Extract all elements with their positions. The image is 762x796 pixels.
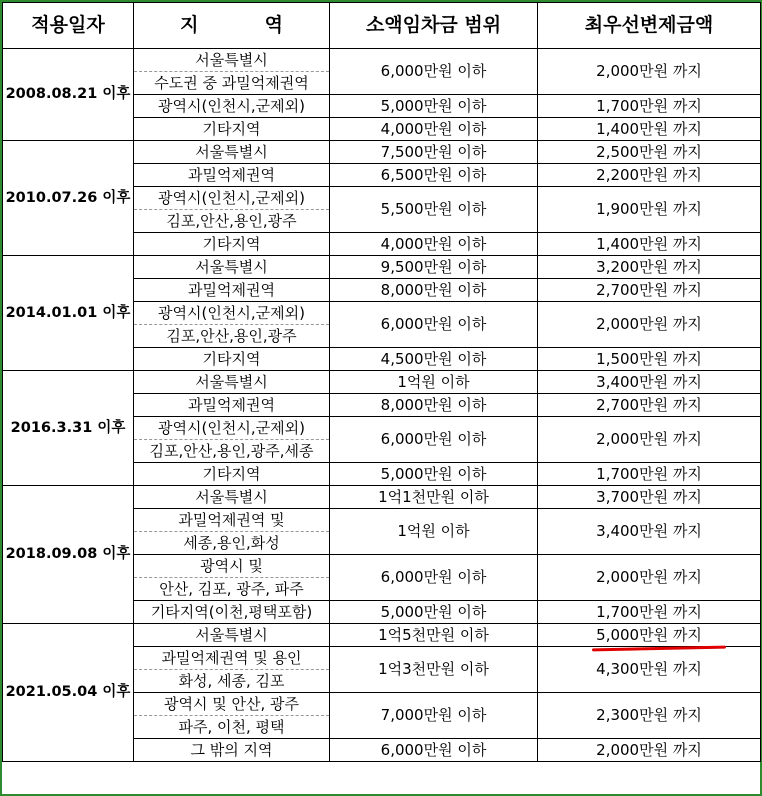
header-region: 지 역 xyxy=(134,3,330,49)
table-body xyxy=(3,49,761,762)
deposit-range-cell: 1억원 이하 xyxy=(330,509,538,555)
region-cell: 화성, 세종, 김포 xyxy=(134,670,330,693)
deposit-range-cell: 5,000만원 이하 xyxy=(330,95,538,118)
priority-repayment-cell: 2,000만원 까지 xyxy=(538,555,761,601)
deposit-range-cell: 4,500만원 이하 xyxy=(330,348,538,371)
priority-repayment-cell: 1,400만원 까지 xyxy=(538,118,761,141)
deposit-range-cell: 6,500만원 이하 xyxy=(330,164,538,187)
table-row xyxy=(3,371,761,394)
deposit-range-cell: 1억1천만원 이하 xyxy=(330,486,538,509)
priority-repayment-cell: 4,300만원 까지 xyxy=(538,647,761,693)
region-cell: 김포,안산,용인,광주,세종 xyxy=(134,440,330,463)
region-cell: 과밀억제권역 xyxy=(134,394,330,417)
region-cell: 과밀억제권역 및 xyxy=(134,509,330,532)
header-row xyxy=(3,3,761,49)
region-cell: 과밀억제권역 xyxy=(134,164,330,187)
region-cell: 과밀억제권역 및 용인 xyxy=(134,647,330,670)
priority-repayment-cell: 2,000만원 까지 xyxy=(538,417,761,463)
effective-date-cell: 2016.3.31 이후 xyxy=(3,371,134,486)
priority-repayment-cell: 2,000만원 까지 xyxy=(538,302,761,348)
deposit-range-cell: 7,500만원 이하 xyxy=(330,141,538,164)
region-cell: 수도권 중 과밀억제권역 xyxy=(134,72,330,95)
deposit-range-cell: 4,000만원 이하 xyxy=(330,118,538,141)
region-cell: 서울특별시 xyxy=(134,486,330,509)
region-cell: 광역시(인천시,군제외) xyxy=(134,95,330,118)
priority-repayment-cell: 2,300만원 까지 xyxy=(538,693,761,739)
effective-date-cell: 2010.07.26 이후 xyxy=(3,141,134,256)
region-cell: 안산, 김포, 광주, 파주 xyxy=(134,578,330,601)
region-cell: 세종,용인,화성 xyxy=(134,532,330,555)
deposit-range-cell: 9,500만원 이하 xyxy=(330,256,538,279)
priority-repayment-cell: 2,000만원 까지 xyxy=(538,739,761,762)
effective-date-cell: 2014.01.01 이후 xyxy=(3,256,134,371)
deposit-range-cell: 5,000만원 이하 xyxy=(330,601,538,624)
deposit-range-cell: 6,000만원 이하 xyxy=(330,739,538,762)
table-row xyxy=(3,256,761,279)
table-row xyxy=(3,624,761,647)
region-cell: 광역시 및 안산, 광주 xyxy=(134,693,330,716)
priority-repayment-cell: 3,400만원 까지 xyxy=(538,371,761,394)
priority-repayment-cell: 2,500만원 까지 xyxy=(538,141,761,164)
header-deposit-range: 소액임차금 범위 xyxy=(330,3,538,49)
region-cell: 파주, 이천, 평택 xyxy=(134,716,330,739)
header-priority-repayment: 최우선변제금액 xyxy=(538,3,761,49)
region-cell: 김포,안산,용인,광주 xyxy=(134,210,330,233)
table-row xyxy=(3,486,761,509)
priority-repayment-cell: 3,700만원 까지 xyxy=(538,486,761,509)
priority-repayment-cell: 1,500만원 까지 xyxy=(538,348,761,371)
table-row xyxy=(3,49,761,72)
priority-repayment-cell: 1,900만원 까지 xyxy=(538,187,761,233)
region-cell: 광역시(인천시,군제외) xyxy=(134,302,330,325)
priority-repayment-cell: 1,400만원 까지 xyxy=(538,233,761,256)
deposit-range-cell: 1억3천만원 이하 xyxy=(330,647,538,693)
priority-repayment-cell: 2,200만원 까지 xyxy=(538,164,761,187)
priority-repayment-cell: 2,700만원 까지 xyxy=(538,279,761,302)
region-cell: 기타지역 xyxy=(134,463,330,486)
deposit-range-cell: 6,000만원 이하 xyxy=(330,417,538,463)
effective-date-cell: 2021.05.04 이후 xyxy=(3,624,134,762)
deposit-range-cell: 8,000만원 이하 xyxy=(330,394,538,417)
region-cell: 광역시(인천시,군제외) xyxy=(134,417,330,440)
priority-repayment-cell: 1,700만원 까지 xyxy=(538,95,761,118)
region-cell: 기타지역 xyxy=(134,118,330,141)
deposit-range-cell: 5,500만원 이하 xyxy=(330,187,538,233)
region-cell: 김포,안산,용인,광주 xyxy=(134,325,330,348)
priority-repayment-cell: 2,700만원 까지 xyxy=(538,394,761,417)
deposit-range-cell: 8,000만원 이하 xyxy=(330,279,538,302)
priority-repayment-cell: 2,000만원 까지 xyxy=(538,49,761,95)
deposit-range-cell: 6,000만원 이하 xyxy=(330,302,538,348)
deposit-range-cell: 5,000만원 이하 xyxy=(330,463,538,486)
header-date: 적용일자 xyxy=(3,3,134,49)
region-cell: 기타지역 xyxy=(134,233,330,256)
deposit-range-cell: 1억원 이하 xyxy=(330,371,538,394)
priority-repayment-cell: 1,700만원 까지 xyxy=(538,463,761,486)
region-cell: 서울특별시 xyxy=(134,624,330,647)
deposit-range-cell: 6,000만원 이하 xyxy=(330,555,538,601)
region-cell: 서울특별시 xyxy=(134,49,330,72)
region-cell: 과밀억제권역 xyxy=(134,279,330,302)
region-cell: 광역시(인천시,군제외) xyxy=(134,187,330,210)
region-cell: 서울특별시 xyxy=(134,141,330,164)
priority-repayment-cell: 3,400만원 까지 xyxy=(538,509,761,555)
priority-repayment-cell: 1,700만원 까지 xyxy=(538,601,761,624)
region-cell: 기타지역(이천,평택포함) xyxy=(134,601,330,624)
effective-date-cell: 2008.08.21 이후 xyxy=(3,49,134,141)
deposit-range-cell: 6,000만원 이하 xyxy=(330,49,538,95)
table-row xyxy=(3,141,761,164)
deposit-range-cell: 7,000만원 이하 xyxy=(330,693,538,739)
region-cell: 기타지역 xyxy=(134,348,330,371)
region-cell: 서울특별시 xyxy=(134,256,330,279)
deposit-range-cell: 1억5천만원 이하 xyxy=(330,624,538,647)
region-cell: 광역시 및 xyxy=(134,555,330,578)
region-cell: 서울특별시 xyxy=(134,371,330,394)
priority-repayment-cell: 3,200만원 까지 xyxy=(538,256,761,279)
region-cell: 그 밖의 지역 xyxy=(134,739,330,762)
priority-repayment-cell: 5,000만원 까지 xyxy=(538,624,761,647)
deposit-range-cell: 4,000만원 이하 xyxy=(330,233,538,256)
effective-date-cell: 2018.09.08 이후 xyxy=(3,486,134,624)
